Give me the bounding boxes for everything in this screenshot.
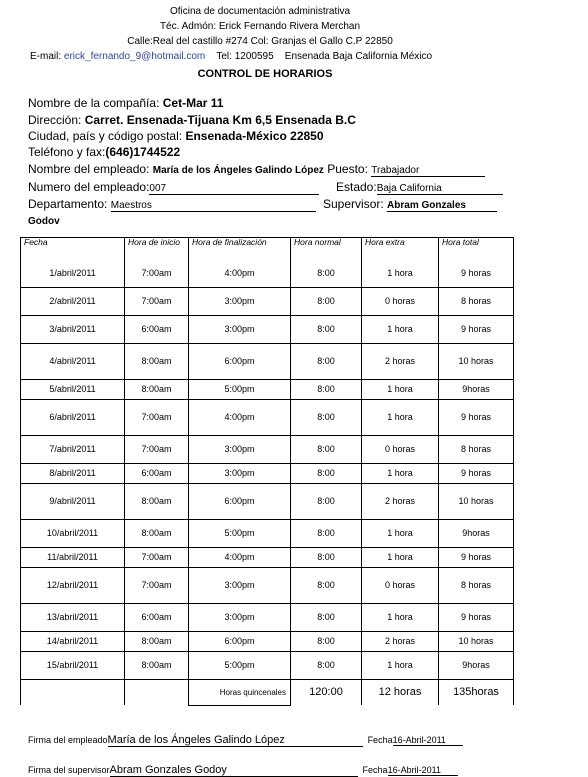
cell-extra: 1 hora: [362, 259, 439, 287]
page-title: CONTROL DE HORARIOS: [197, 68, 333, 80]
table-row: [21, 547, 514, 567]
cell-date: 7/abril/2011: [21, 435, 125, 463]
supervisor-date-value: 16-Abril-2011: [388, 765, 458, 776]
cell-date: 10/abril/2011: [21, 519, 125, 547]
cell-start: 8:00am: [125, 379, 189, 399]
department-value: Maestros: [111, 200, 316, 212]
phone-label: Teléfono y fax:: [28, 145, 106, 159]
cell-end: 3:00pm: [189, 435, 291, 463]
department-line: [28, 197, 316, 212]
employee-name-label: Nombre del empleado:: [28, 162, 150, 176]
cell-normal: 8:00: [291, 259, 362, 287]
city-line: [28, 129, 324, 143]
employee-number-value: 007: [149, 183, 319, 195]
cell-total: 9 horas: [439, 259, 514, 287]
col-header-date: Fecha: [21, 238, 125, 260]
cell-end: 6:00pm: [189, 631, 291, 651]
cell-normal: 8:00: [291, 483, 362, 519]
employee-signature-name: María de los Ángeles Galindo López: [108, 734, 363, 747]
state-value: Baja California: [377, 183, 503, 195]
table-row: [21, 483, 514, 519]
cell-date: 12/abril/2011: [21, 567, 125, 603]
employee-name-value: María de los Ángeles Galindo López: [152, 165, 324, 176]
employee-signature-label: Firma del empleado: [28, 735, 108, 745]
totals-label: Horas quincenales: [189, 679, 291, 705]
cell-end: 4:00pm: [189, 547, 291, 567]
supervisor-label: Supervisor:: [323, 197, 384, 211]
cell-start: 7:00am: [125, 259, 189, 287]
cell-extra: 1 hora: [362, 603, 439, 631]
cell-end: 4:00pm: [189, 259, 291, 287]
table-row: [21, 631, 514, 651]
cell-normal: 8:00: [291, 287, 362, 315]
totals-total: 135horas: [439, 679, 514, 705]
col-header-normal: Hora normal: [291, 238, 362, 260]
phone-line: [28, 145, 180, 159]
employee-number-label: Numero del empleado:: [28, 180, 150, 194]
cell-start: 8:00am: [125, 631, 189, 651]
cell-end: 5:00pm: [189, 651, 291, 679]
company-label: Nombre de la compañía:: [28, 96, 160, 110]
cell-total: 9horas: [439, 379, 514, 399]
table-row: [21, 651, 514, 679]
city-value: Ensenada-México 22850: [185, 129, 324, 143]
cell-start: 8:00am: [125, 483, 189, 519]
cell-extra: 2 horas: [362, 343, 439, 379]
cell-extra: 1 hora: [362, 315, 439, 343]
address: Calle:Real del castillo #274 Col: Granjas el Gallo C.P 22850: [127, 36, 393, 47]
cell-normal: 8:00: [291, 547, 362, 567]
company-value: Cet-Mar 11: [162, 96, 224, 110]
state-line: [336, 180, 503, 195]
cell-extra: 1 hora: [362, 399, 439, 435]
employee-number-line: [28, 180, 319, 195]
cell-total: 9 horas: [439, 603, 514, 631]
cell-extra: 0 horas: [362, 287, 439, 315]
supervisor-continuation: Godov: [28, 216, 60, 227]
city: Ensenada Baja California México: [284, 51, 433, 62]
totals-row: [21, 679, 514, 705]
table-row: [21, 567, 514, 603]
direction-value: Carret. Ensenada-Tijuana Km 6,5 Ensenada B.C: [84, 113, 356, 127]
cell-date: 11/abril/2011: [21, 547, 125, 567]
table-row: [21, 435, 514, 463]
cell-date: 15/abril/2011: [21, 651, 125, 679]
cell-normal: 8:00: [291, 631, 362, 651]
cell-start: 7:00am: [125, 547, 189, 567]
cell-start: 6:00am: [125, 315, 189, 343]
cell-end: 3:00pm: [189, 567, 291, 603]
cell-total: 10 horas: [439, 483, 514, 519]
cell-total: 9 horas: [439, 399, 514, 435]
cell-total: 9horas: [439, 519, 514, 547]
company-line: [28, 96, 223, 110]
position-label: Puesto:: [327, 162, 368, 176]
cell-start: 6:00am: [125, 463, 189, 483]
cell-normal: 8:00: [291, 379, 362, 399]
cell-date: 9/abril/2011: [21, 483, 125, 519]
email-label: E-mail:: [30, 51, 62, 62]
cell-date: 8/abril/2011: [21, 463, 125, 483]
cell-normal: 8:00: [291, 399, 362, 435]
cell-start: 8:00am: [125, 343, 189, 379]
cell-date: 2/abril/2011: [21, 287, 125, 315]
cell-end: 5:00pm: [189, 379, 291, 399]
state-label: Estado:: [336, 180, 377, 194]
col-header-start: Hora de inicio: [125, 238, 189, 260]
supervisor-line: [323, 197, 497, 212]
cell-end: 6:00pm: [189, 343, 291, 379]
cell-end: 4:00pm: [189, 399, 291, 435]
table-row: [21, 399, 514, 435]
office-name: Oficina de documentación administrativa: [169, 6, 351, 17]
direction-label: Dirección:: [28, 113, 82, 127]
cell-end: 3:00pm: [189, 287, 291, 315]
hours-table: [20, 237, 514, 706]
supervisor-date-label: Fecha: [362, 765, 388, 775]
cell-end: 6:00pm: [189, 483, 291, 519]
cell-normal: 8:00: [291, 435, 362, 463]
col-header-total: Hora total: [439, 238, 514, 260]
cell-date: 3/abril/2011: [21, 315, 125, 343]
table-row: [21, 287, 514, 315]
cell-extra: 1 hora: [362, 463, 439, 483]
admin-name: Téc. Admón: Erick Fernando Rivera Merchan: [159, 21, 361, 32]
table-row: [21, 519, 514, 547]
employee-name-line: [28, 162, 485, 177]
cell-start: 7:00am: [125, 399, 189, 435]
cell-total: 9 horas: [439, 547, 514, 567]
cell-date: 5/abril/2011: [21, 379, 125, 399]
cell-extra: 0 horas: [362, 435, 439, 463]
city-label: Ciudad, país y código postal:: [28, 129, 183, 143]
cell-start: 7:00am: [125, 567, 189, 603]
supervisor-signature-line: [28, 764, 458, 777]
cell-date: 6/abril/2011: [21, 399, 125, 435]
cell-extra: 1 hora: [362, 379, 439, 399]
supervisor-signature-name: Abram Gonzales Godoy: [110, 764, 358, 777]
supervisor-value: Abram Gonzales: [387, 200, 497, 212]
employee-signature-line: [28, 734, 463, 747]
cell-total: 8 horas: [439, 287, 514, 315]
employee-date-value: 16-Abril-2011: [393, 735, 463, 746]
cell-date: 14/abril/2011: [21, 631, 125, 651]
totals-normal: 120:00: [291, 679, 362, 705]
cell-extra: 2 horas: [362, 631, 439, 651]
cell-extra: 1 hora: [362, 651, 439, 679]
cell-start: 8:00am: [125, 651, 189, 679]
cell-start: 8:00am: [125, 519, 189, 547]
cell-normal: 8:00: [291, 463, 362, 483]
cell-start: 7:00am: [125, 435, 189, 463]
cell-start: 6:00am: [125, 603, 189, 631]
cell-normal: 8:00: [291, 567, 362, 603]
col-header-extra: Hora extra: [362, 238, 439, 260]
cell-total: 8 horas: [439, 567, 514, 603]
cell-date: 13/abril/2011: [21, 603, 125, 631]
cell-normal: 8:00: [291, 315, 362, 343]
cell-end: 5:00pm: [189, 519, 291, 547]
cell-total: 9 horas: [439, 463, 514, 483]
email-link[interactable]: erick_fernando_9@hotmail.com: [63, 51, 206, 62]
tel: Tel: 1200595: [216, 51, 274, 62]
cell-normal: 8:00: [291, 651, 362, 679]
table-header-row: [21, 238, 514, 260]
cell-total: 10 horas: [439, 343, 514, 379]
position-value: Trabajador: [371, 165, 485, 177]
table-row: [21, 463, 514, 483]
totals-extra: 12 horas: [362, 679, 439, 705]
cell-total: 9horas: [439, 651, 514, 679]
table-row: [21, 315, 514, 343]
employee-date-label: Fecha: [367, 735, 393, 745]
table-row: [21, 379, 514, 399]
cell-end: 3:00pm: [189, 463, 291, 483]
cell-normal: 8:00: [291, 519, 362, 547]
cell-extra: 1 hora: [362, 519, 439, 547]
table-row: [21, 259, 514, 287]
cell-total: 10 horas: [439, 631, 514, 651]
table-row: [21, 343, 514, 379]
cell-normal: 8:00: [291, 603, 362, 631]
table-row: [21, 603, 514, 631]
cell-end: 3:00pm: [189, 603, 291, 631]
cell-total: 8 horas: [439, 435, 514, 463]
phone-value: (646)1744522: [105, 145, 181, 159]
department-label: Departamento:: [28, 197, 108, 211]
cell-end: 3:00pm: [189, 315, 291, 343]
cell-date: 4/abril/2011: [21, 343, 125, 379]
cell-extra: 0 horas: [362, 567, 439, 603]
contact-line: [30, 51, 432, 62]
cell-start: 7:00am: [125, 287, 189, 315]
cell-normal: 8:00: [291, 343, 362, 379]
cell-total: 9 horas: [439, 315, 514, 343]
cell-extra: 1 hora: [362, 547, 439, 567]
supervisor-signature-label: Firma del supervisor: [28, 765, 110, 775]
col-header-end: Hora de finalización: [189, 238, 291, 260]
cell-date: 1/abril/2011: [21, 259, 125, 287]
direction-line: [28, 113, 356, 127]
cell-extra: 2 horas: [362, 483, 439, 519]
